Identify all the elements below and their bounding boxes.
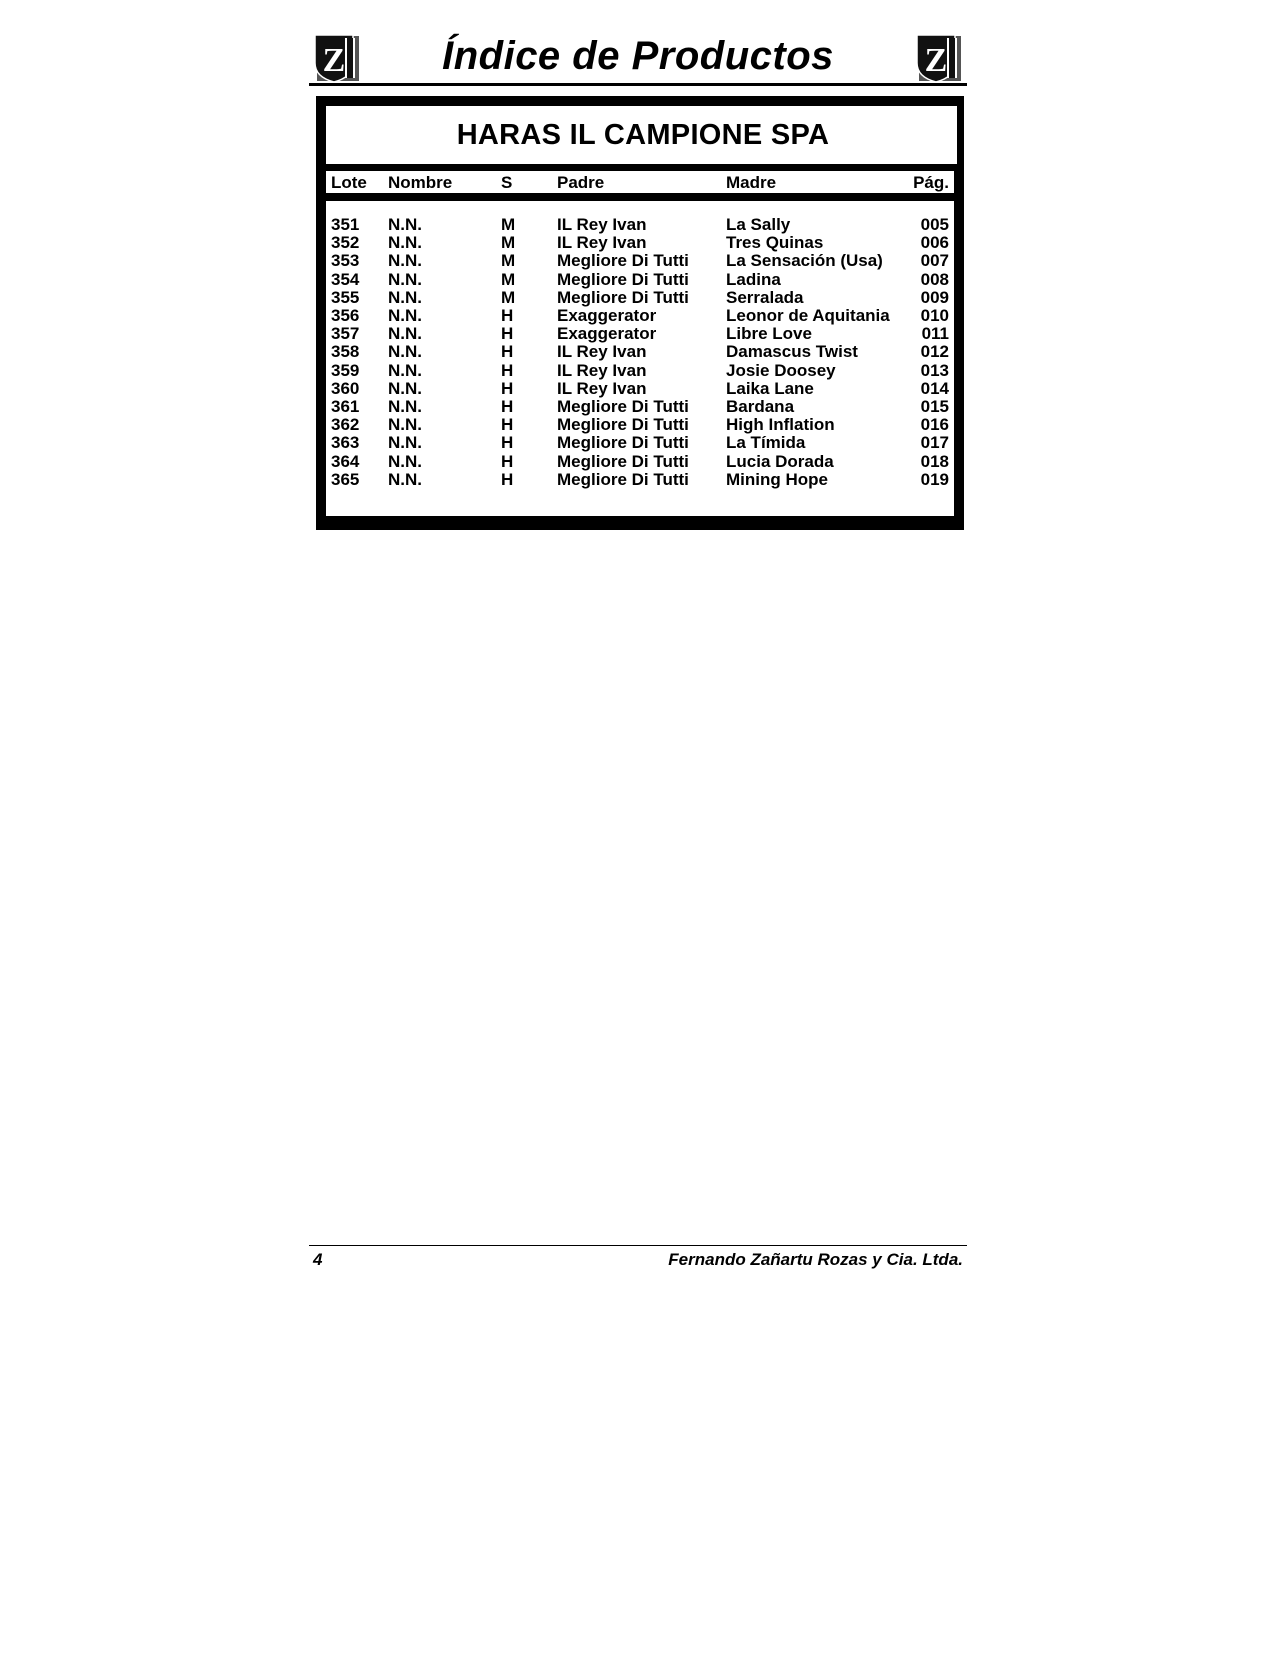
cell-madre: La Sensación (Usa) (726, 251, 883, 271)
cell-lote: 361 (331, 397, 360, 416)
cell-madre: Serralada (726, 287, 804, 307)
cell-lote: 360 (331, 378, 360, 398)
cell-lote: 362 (331, 415, 360, 435)
cell-sexo: H (501, 451, 514, 471)
cell-nombre: N.N. (388, 251, 422, 271)
cell-madre: La Sally (726, 215, 791, 234)
cell-sexo: M (501, 287, 516, 307)
cell-madre: Ladina (726, 269, 781, 289)
logo-letter: Z (924, 42, 948, 79)
cell-padre: Megliore Di Tutti (557, 469, 689, 489)
cell-lote: 358 (331, 342, 360, 362)
cell-madre: High Inflation (726, 415, 835, 435)
cell-padre: Exaggerator (557, 306, 657, 325)
cell-pagina: 006 (920, 233, 949, 253)
cell-sexo: H (501, 469, 514, 489)
company-logo-right (915, 33, 963, 83)
cell-sexo: H (501, 360, 514, 380)
cell-lote: 352 (331, 233, 360, 253)
table-header (326, 171, 954, 193)
cell-lote: 363 (331, 433, 360, 453)
cell-nombre: N.N. (388, 287, 422, 307)
publisher-name: Fernando Zañartu Rozas y Cia. Ltda. (668, 1250, 963, 1269)
table-row (326, 379, 954, 398)
page-number: 4 (313, 1250, 323, 1269)
table-row (326, 324, 954, 343)
header-rule (309, 83, 967, 86)
cell-pagina: 014 (920, 378, 949, 398)
cell-nombre: N.N. (388, 378, 422, 398)
column-header-sexo: S (501, 173, 513, 192)
cell-lote: 353 (331, 251, 360, 271)
table-body (326, 201, 954, 516)
cell-nombre: N.N. (388, 233, 422, 253)
cell-lote: 365 (331, 469, 360, 489)
column-header-madre: Madre (726, 173, 777, 192)
cell-sexo: M (501, 251, 516, 271)
cell-lote: 364 (331, 451, 360, 471)
cell-pagina: 012 (920, 342, 949, 362)
cell-sexo: H (501, 306, 514, 325)
product-index-box (316, 96, 964, 530)
cell-lote: 359 (331, 360, 360, 380)
cell-madre: Lucia Dorada (726, 451, 834, 471)
cell-lote: 356 (331, 306, 360, 325)
cell-sexo: H (501, 378, 514, 398)
cell-padre: Exaggerator (557, 324, 657, 344)
cell-sexo: H (501, 324, 514, 344)
table-row (326, 361, 954, 380)
cell-sexo: M (501, 215, 516, 234)
table-row (326, 397, 954, 416)
cell-lote: 351 (331, 215, 360, 234)
cell-padre: IL Rey Ivan (557, 342, 647, 362)
cell-nombre: N.N. (388, 415, 422, 435)
cell-madre: Damascus Twist (726, 342, 858, 362)
cell-pagina: 011 (921, 324, 949, 344)
cell-nombre: N.N. (388, 451, 422, 471)
cell-pagina: 007 (920, 251, 949, 271)
title-panel (326, 106, 957, 164)
table-row (326, 270, 954, 289)
table-row (326, 470, 954, 489)
cell-madre: Josie Doosey (726, 360, 836, 380)
table-row (326, 306, 954, 325)
cell-pagina: 018 (920, 451, 949, 471)
cell-padre: Megliore Di Tutti (557, 397, 689, 416)
column-header-pagina: Pág. (913, 173, 949, 192)
table-row (326, 233, 954, 252)
cell-sexo: H (501, 433, 514, 453)
cell-pagina: 019 (920, 469, 949, 489)
cell-padre: Megliore Di Tutti (557, 415, 689, 435)
cell-lote: 355 (331, 287, 360, 307)
cell-madre: Libre Love (726, 324, 812, 344)
column-header-nombre: Nombre (388, 173, 453, 192)
cell-sexo: H (501, 415, 514, 435)
cell-madre: La Tímida (726, 433, 806, 453)
cell-padre: Megliore Di Tutti (557, 251, 689, 271)
cell-nombre: N.N. (388, 324, 422, 344)
cell-pagina: 017 (920, 433, 949, 453)
table-row (326, 251, 954, 270)
cell-pagina: 013 (920, 360, 949, 380)
table-row (326, 342, 954, 361)
cell-padre: Megliore Di Tutti (557, 287, 689, 307)
cell-padre: Megliore Di Tutti (557, 433, 689, 453)
table-row (326, 215, 954, 234)
cell-sexo: M (501, 233, 516, 253)
cell-padre: Megliore Di Tutti (557, 451, 689, 471)
logo-letter: Z (322, 42, 346, 79)
cell-padre: IL Rey Ivan (557, 215, 647, 234)
cell-madre: Tres Quinas (726, 233, 824, 253)
table-row (326, 288, 954, 307)
table-row (326, 452, 954, 471)
cell-nombre: N.N. (388, 306, 422, 325)
cell-nombre: N.N. (388, 342, 422, 362)
cell-nombre: N.N. (388, 469, 422, 489)
cell-padre: Megliore Di Tutti (557, 269, 689, 289)
page-header (309, 30, 967, 86)
footer-rule (309, 1245, 967, 1246)
cell-nombre: N.N. (388, 433, 422, 453)
cell-madre: Bardana (726, 397, 795, 416)
cell-nombre: N.N. (388, 269, 422, 289)
cell-nombre: N.N. (388, 215, 422, 234)
cell-padre: IL Rey Ivan (557, 360, 647, 380)
cell-pagina: 005 (920, 215, 949, 234)
cell-pagina: 008 (920, 269, 949, 289)
cell-padre: IL Rey Ivan (557, 233, 647, 253)
cell-sexo: H (501, 397, 514, 416)
cell-madre: Laika Lane (726, 378, 814, 398)
company-title: HARAS IL CAMPIONE SPA (456, 119, 830, 151)
cell-sexo: M (501, 269, 516, 289)
table-row (326, 433, 954, 452)
cell-pagina: 009 (920, 287, 949, 307)
cell-madre: Leonor de Aquitania (726, 306, 890, 325)
cell-lote: 357 (331, 324, 360, 344)
cell-pagina: 016 (920, 415, 949, 435)
page-title: Índice de Productos (442, 34, 834, 78)
cell-sexo: H (501, 342, 514, 362)
cell-madre: Mining Hope (726, 469, 828, 489)
cell-nombre: N.N. (388, 360, 422, 380)
column-header-lote: Lote (331, 173, 367, 192)
table-row (326, 415, 954, 434)
cell-lote: 354 (331, 269, 360, 289)
column-header-padre: Padre (557, 173, 605, 192)
cell-pagina: 015 (920, 397, 949, 416)
cell-nombre: N.N. (388, 397, 422, 416)
cell-padre: IL Rey Ivan (557, 378, 647, 398)
cell-pagina: 010 (920, 306, 949, 325)
